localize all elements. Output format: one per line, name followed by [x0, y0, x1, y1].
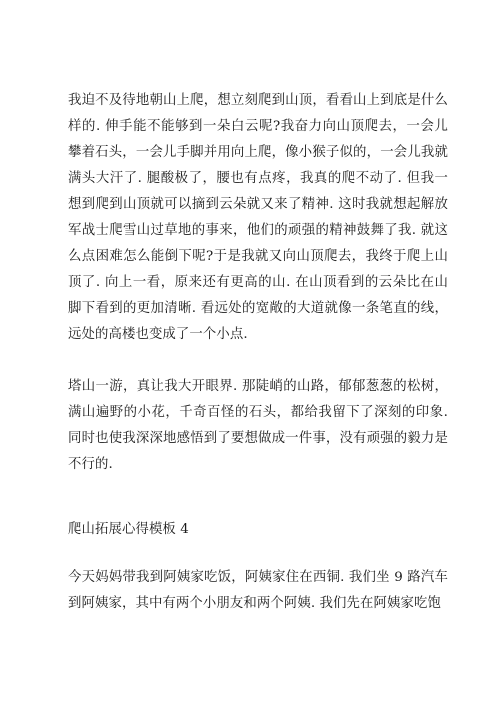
body-paragraph: 塔山一游，真让我大开眼界. 那陡峭的山路，郁郁葱葱的松树，满山遍野的小花，千奇百怪的石头，都给我留下了深刻的印象. 同时也使我深深地感悟到了要想做成一件事，没有顽强的毅力是不行的.: [68, 379, 448, 472]
body-paragraph: 今天妈妈带我到阿姨家吃饭，阿姨家住在西铜. 我们坐 9 路汽车到阿姨家，其中有两个小朋友和两个阿姨. 我们先在阿姨家吃饱: [68, 570, 448, 611]
section-heading: 爬山拓展心得模板 4: [68, 522, 189, 537]
body-paragraph: 我迫不及待地朝山上爬，想立刻爬到山顶，看看山上到底是什么样的. 伸手能不能够到一朵白云呢?我奋力向山顶爬去，一会儿攀着石头，一会儿手脚并用向上爬，像小猴子似的，一会儿我就满头大汗了. 腿酸极了，腰也有点疼，我真的爬不动了. 但我一想到爬到山顶就可以摘到云朵就又来了精神. 这时我就想起解放军战士爬雪山过草地的事来，他们的顽强的精神鼓舞了我. 就这么点困难怎么能倒下呢?于是我就又向山顶爬去，我终于爬上山顶了. 向上一看，原来还有更高的山. 在山顶看到的云朵比在山脚下看到的更加清晰. 看远处的宽敞的大道就像一条笔直的线，远处的高楼也变成了一个小点.: [68, 93, 448, 342]
